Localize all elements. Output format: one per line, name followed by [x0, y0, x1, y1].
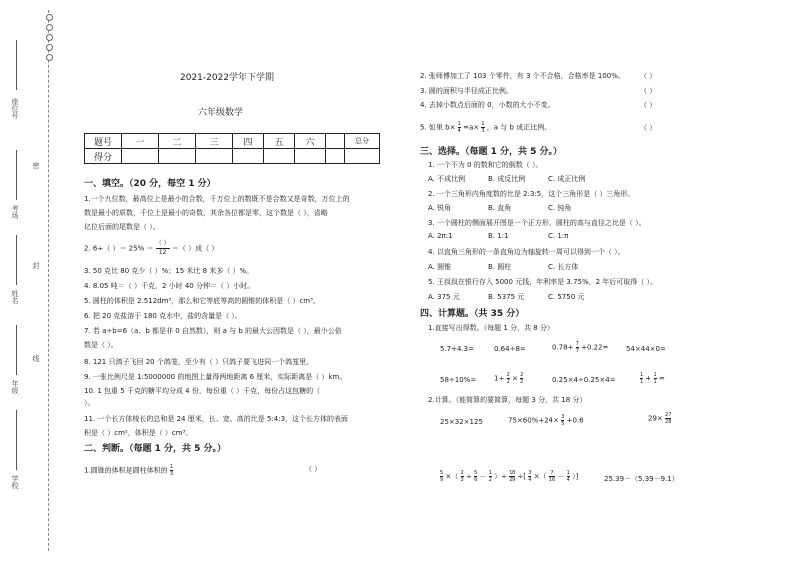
grade-label: 年级 — [11, 380, 19, 394]
exam-subject-title: 六年级数学 — [198, 108, 244, 118]
expr-4-fraction-c — [474, 470, 477, 483]
q10-line2: ）。 — [84, 399, 95, 407]
expr-4-fraction-d — [489, 470, 492, 483]
judge-q5-fraction1 — [458, 121, 461, 134]
oral-calc-6-fraction2-den: 2 — [520, 379, 524, 385]
oral-calc-6-fraction1-num: 2 — [506, 372, 510, 378]
choice-q2-option-b[interactable]: B. 直角 — [488, 204, 512, 212]
score-cell: 六 — [295, 134, 326, 149]
score-cell: 题号 — [85, 134, 122, 149]
oral-calc-8 — [640, 372, 665, 385]
expr-1: 25×32×125 — [440, 418, 483, 426]
oral-calc-8-fraction2-den: 1 — [653, 379, 657, 385]
score-input-cell[interactable] — [326, 149, 345, 164]
choice-q1: 1. 一个不为 0 的数和它的倒数（ ）。 — [428, 161, 543, 169]
choice-q5-option-b[interactable]: B. 5375 元 — [488, 293, 525, 301]
choice-q3-option-a[interactable]: A. 2π:1 — [428, 232, 453, 240]
choice-q2-option-c[interactable]: C. 钝角 — [548, 204, 572, 212]
expr-4-op3: － — [479, 472, 487, 481]
expr-4-fraction-e-den: 2 — [509, 477, 513, 483]
oral-calc-8-op: + — [645, 374, 652, 383]
judge-q3: 3. 圆的面积与半径成正比例。 — [420, 87, 513, 95]
expr-4-fraction-a — [440, 470, 443, 483]
score-cell: 二 — [159, 134, 196, 149]
choice-q5-option-c[interactable]: C. 5750 元 — [548, 293, 585, 301]
oral-calc-8-fraction2-num: 1 — [653, 372, 657, 378]
name-label: 姓名 — [11, 290, 19, 304]
expr-3-fraction-num: 27 — [665, 412, 672, 418]
q7-line2: 数是（ ）。 — [84, 341, 118, 349]
q3: 3. 50 克比 80 克少（ ）%；15 米比 8 米多（ ）%。 — [84, 267, 254, 275]
judge-q5-fraction1-den: 4 — [457, 128, 461, 134]
q11-line2: 积是（ ）cm²，体积是（ ）cm³。 — [84, 429, 193, 437]
expr-4-op2: ÷ — [465, 472, 472, 481]
judge-q5-part3: ，a 与 b 成正比例。 — [486, 123, 552, 132]
oral-calc-8-fraction1-den: 1 — [640, 379, 644, 385]
oral-calc-6-fraction1-den: 2 — [506, 379, 510, 385]
oral-calc-3-part1: 0.78+ — [552, 343, 574, 352]
q9: 9. 一张比例尺是 1:5000000 的地图上量得两地距离 6 厘米，实际距离是（ ）km。 — [84, 373, 347, 381]
expr-4-fraction-b-num: 2 — [460, 470, 464, 476]
choice-q4-option-b[interactable]: B. 圆柱 — [488, 263, 512, 271]
score-table-score-row — [85, 149, 380, 164]
judge-q1-fraction — [170, 464, 173, 477]
judge-q5-part1: 5. 如果 b× — [420, 123, 456, 132]
score-input-cell[interactable] — [264, 149, 295, 164]
judge-q1-text: 1.圆锥的体积是圆柱体积的 — [84, 466, 168, 475]
oral-calc-6-op: × — [511, 374, 518, 383]
expr-4-fraction-c-num: 5 — [474, 470, 478, 476]
q2-part2: ＝（ ）成（ ） — [171, 244, 219, 253]
score-input-cell[interactable] — [345, 149, 380, 164]
oral-calc-3-part2: +0.22= — [581, 343, 609, 352]
oral-calc-1: 5.7+4.3= — [440, 345, 474, 353]
expr-5 — [512, 470, 578, 483]
judge-q4-answer-paren[interactable]: （ ） — [640, 101, 657, 109]
expr-3-fraction — [665, 412, 671, 425]
judge-q2: 2. 张师傅加工了 103 个零件，有 3 个不合格，合格率是 100%。 — [420, 72, 625, 80]
seal-dashed-line — [48, 10, 49, 551]
expr-2-part1: 75×60%+24× — [508, 416, 559, 425]
q4: 4. 8.05 吨＝（ ）千克，2 小时 40 分钟＝（ ）小时。 — [84, 282, 255, 290]
score-table — [84, 133, 380, 164]
expr-4-fraction-a-num: 5 — [440, 470, 444, 476]
expr-5-fraction-c — [549, 470, 555, 483]
expr-5-fraction-d-den: 4 — [566, 477, 570, 483]
oral-calc-6-fraction1 — [507, 372, 510, 385]
oral-calc-7: 0.25×4÷0.25×4= — [552, 376, 616, 384]
exam-year-title: 2021-2022学年下学期 — [180, 73, 275, 83]
oral-calc-6-part1: 1÷ — [494, 374, 505, 383]
expr-5-op4: ）] — [572, 472, 579, 481]
q2-part1: 2. 6÷（ ）＝ 25% ＝ — [84, 244, 154, 253]
oral-calc-2: 0.64÷8= — [494, 345, 526, 353]
oral-calc-3-fraction-num: 7 — [575, 341, 579, 347]
judge-q3-answer-paren[interactable]: （ ） — [640, 87, 657, 95]
section3-heading: 三、选择。（每题 1 分，共 5 分。） — [420, 147, 563, 157]
judge-q5-fraction2-den: 3 — [481, 128, 485, 134]
binding-hole — [46, 34, 53, 41]
judge-q1 — [84, 464, 173, 477]
expr-4-fraction-a-den: 9 — [440, 477, 444, 483]
choice-q3-option-b[interactable]: B. 1:1 — [488, 232, 509, 240]
choice-q5: 5. 王叔叔在银行存入 5000 元钱，年利率是 3.75%，2 年后可取得（ ）。 — [428, 278, 658, 286]
expr-6: 25.39－（5.39－9.1） — [604, 475, 679, 483]
expr-4-fraction-b — [461, 470, 464, 483]
section2-heading: 二、判断。（每题 1 分，共 5 分。） — [84, 444, 227, 454]
expr-4-op4: ）÷ — [494, 472, 508, 481]
q11-line1: 11. 一个长方体棱长的总和是 24 厘米，长、宽、高的比是 5:4:3，这个长方体的表面 — [84, 415, 349, 423]
expr-5-fraction-d-num: 1 — [566, 470, 570, 476]
score-input-cell[interactable] — [159, 149, 196, 164]
oral-calc-8-fraction1-num: 1 — [640, 372, 644, 378]
expr-2 — [508, 414, 584, 427]
score-input-cell[interactable] — [122, 149, 159, 164]
seal-char-xian: 线 — [32, 355, 40, 362]
expr-5-fraction-a — [512, 470, 515, 483]
expr-2-fraction — [561, 414, 564, 427]
score-input-cell[interactable] — [196, 149, 233, 164]
score-cell: 五 — [264, 134, 295, 149]
judge-q4: 4. 去掉小数点后面的 0，小数的大小不变。 — [420, 101, 555, 109]
oral-calc-6-fraction2-num: 2 — [520, 372, 524, 378]
choice-q3-option-c[interactable]: C. 1:π — [548, 232, 569, 240]
choice-q4: 4. 以直角三角形的一条直角边为轴旋转一周可以得到一个（ ）。 — [428, 248, 625, 256]
q8: 8. 121 只鸽子飞回 20 个鸽笼，至少有（ ）只鸽子要飞进同一个鸽笼里。 — [84, 358, 314, 366]
expr-4-fraction-e-num: 1 — [509, 470, 513, 476]
binding-hole — [46, 24, 53, 31]
expr-4-op1: ×（ — [445, 472, 459, 481]
q1-line2: 数是最小的质数，千位上是最小的奇数，其余各位都是零，这个数是（ ），省略 — [84, 209, 328, 217]
section1-heading: 一、填空。（20 分，每空 1 分） — [84, 179, 216, 189]
expr-2-fraction-den: 5 — [561, 421, 565, 427]
score-cell: 一 — [122, 134, 159, 149]
name-line — [16, 235, 17, 285]
choice-q5-option-a[interactable]: A. 375 元 — [428, 293, 460, 301]
expr-5-fraction-b-num: 3 — [528, 470, 532, 476]
score-cell — [326, 134, 345, 149]
calc-part1-heading: 1.直接写出得数。（每题 1 分，共 8 分） — [428, 324, 554, 332]
oral-calc-8-fraction1 — [640, 372, 643, 385]
score-input-cell[interactable] — [295, 149, 326, 164]
q1-line1: 1.一个九位数，最高位上是最小的合数，千万位上的数既不是合数又是奇数，万位上的 — [84, 195, 350, 203]
expr-5-fraction-c-den: 16 — [548, 477, 556, 483]
oral-calc-4: 54×44×0= — [626, 345, 666, 353]
score-cell: 总分 — [345, 134, 380, 149]
judge-q1-fraction-num: 1 — [169, 464, 174, 470]
school-label: 学校 — [11, 475, 19, 489]
q6: 6. 把 20 克盐溶于 180 克水中，盐的含量是（ ）。 — [84, 312, 242, 320]
score-input-cell[interactable] — [233, 149, 264, 164]
judge-q1-fraction-den: 3 — [169, 471, 174, 477]
section4-heading: 四、计算题。（共 35 分） — [420, 309, 525, 319]
choice-q4-option-a[interactable]: A. 圆锥 — [428, 263, 452, 271]
oral-calc-6 — [494, 372, 523, 385]
expr-3 — [648, 412, 671, 425]
choice-q1-option-a[interactable]: A. 不成比例 — [428, 175, 466, 183]
seat-number-label: 座位号 — [11, 98, 19, 119]
expr-5-op3: － — [557, 472, 565, 481]
judge-q5-fraction2-num: 1 — [481, 121, 485, 127]
judge-q5-answer-paren[interactable]: （ ） — [640, 124, 657, 132]
expr-2-fraction-num: 3 — [561, 414, 565, 420]
oral-calc-5: 58÷10%= — [440, 376, 477, 384]
oral-calc-8-fraction2 — [654, 372, 657, 385]
oral-calc-3 — [552, 341, 608, 354]
judge-q5-part2: =a× — [463, 123, 480, 132]
expr-5-op2: ×（ — [533, 472, 547, 481]
score-cell: 得分 — [85, 149, 122, 164]
oral-calc-3-fraction-den: 7 — [575, 348, 579, 354]
choice-q2: 2. 一个三角形内角度数的比是 2:3:5，这个三角形是（ ）三角形。 — [428, 190, 635, 198]
expr-4-fraction-d-den: 2 — [488, 477, 492, 483]
q5: 5. 圆柱的体积是 2.512dm³，那么和它等底等高的圆锥的体积是（ ）cm³。 — [84, 297, 320, 305]
expr-5-fraction-a-num: 8 — [512, 470, 516, 476]
score-cell: 四 — [233, 134, 264, 149]
judge-q2-answer-paren[interactable]: （ ） — [640, 72, 657, 80]
choice-q4-option-c[interactable]: C. 长方体 — [548, 263, 579, 271]
q2-fraction-num: （ ） — [155, 240, 170, 247]
expr-4 — [440, 470, 512, 483]
oral-calc-8-eq: = — [658, 374, 665, 383]
expr-3-fraction-den: 28 — [665, 419, 672, 425]
binding-hole — [46, 44, 53, 51]
expr-3-part1: 29× — [648, 414, 663, 423]
oral-calc-3-fraction — [576, 341, 579, 354]
expr-4-fraction-c-den: 6 — [474, 477, 478, 483]
judge-q1-answer-paren[interactable]: （ ） — [305, 465, 322, 473]
q2 — [84, 240, 218, 257]
expr-5-op1: ÷[ — [517, 472, 527, 481]
choice-q3: 3. 一个圆柱的侧面展开图是一个正方形，圆柱的高与直径之比是（ ）。 — [428, 219, 646, 227]
expr-5-fraction-c-num: 7 — [550, 470, 554, 476]
expr-5-fraction-b-den: 4 — [528, 477, 532, 483]
exam-room-line — [16, 150, 17, 200]
choice-q1-option-c[interactable]: C. 成正比例 — [548, 175, 586, 183]
q2-fraction — [156, 240, 170, 257]
q7-line1: 7. 若 a÷b=6（a、b 都是非 0 自然数），则 a 与 b 的最大公因数是（ ），最小公倍 — [84, 327, 342, 335]
expr-4-fraction-d-num: 1 — [488, 470, 492, 476]
judge-q5 — [420, 121, 551, 134]
score-cell: 三 — [196, 134, 233, 149]
q1-line3: 亿位后面的尾数是（ ）。 — [84, 223, 160, 231]
q2-fraction-den: 12 — [158, 249, 167, 256]
exam-room-label: 考场 — [11, 205, 19, 219]
expr-5-fraction-b — [528, 470, 531, 483]
choice-q1-option-b[interactable]: B. 成反比例 — [488, 175, 526, 183]
school-line — [16, 410, 17, 470]
binding-hole — [46, 54, 53, 61]
binding-hole — [46, 14, 53, 21]
choice-q2-option-a[interactable]: A. 锐角 — [428, 204, 452, 212]
grade-line — [16, 325, 17, 375]
seat-number-line — [16, 40, 17, 90]
judge-q5-fraction2 — [481, 121, 484, 134]
expr-5-fraction-d — [567, 470, 570, 483]
expr-2-part2: +0.6 — [566, 416, 584, 425]
seal-char-feng: 封 — [32, 262, 40, 269]
expr-5-fraction-a-den: 9 — [512, 477, 516, 483]
expr-4-fraction-b-den: 3 — [460, 477, 464, 483]
calc-part2-heading: 2.计算。（能简算的要简算，每题 3 分，共 18 分） — [428, 396, 587, 404]
judge-q5-fraction1-num: 1 — [457, 121, 461, 127]
q10-line1: 10. 1 包重 5 千克的糖平均分成 4 份，每份重（ ）千克，每份占这包糖的（ — [84, 387, 321, 395]
seal-char-mi: 密 — [32, 162, 40, 169]
oral-calc-6-fraction2 — [520, 372, 523, 385]
score-table-header-row — [85, 134, 380, 149]
